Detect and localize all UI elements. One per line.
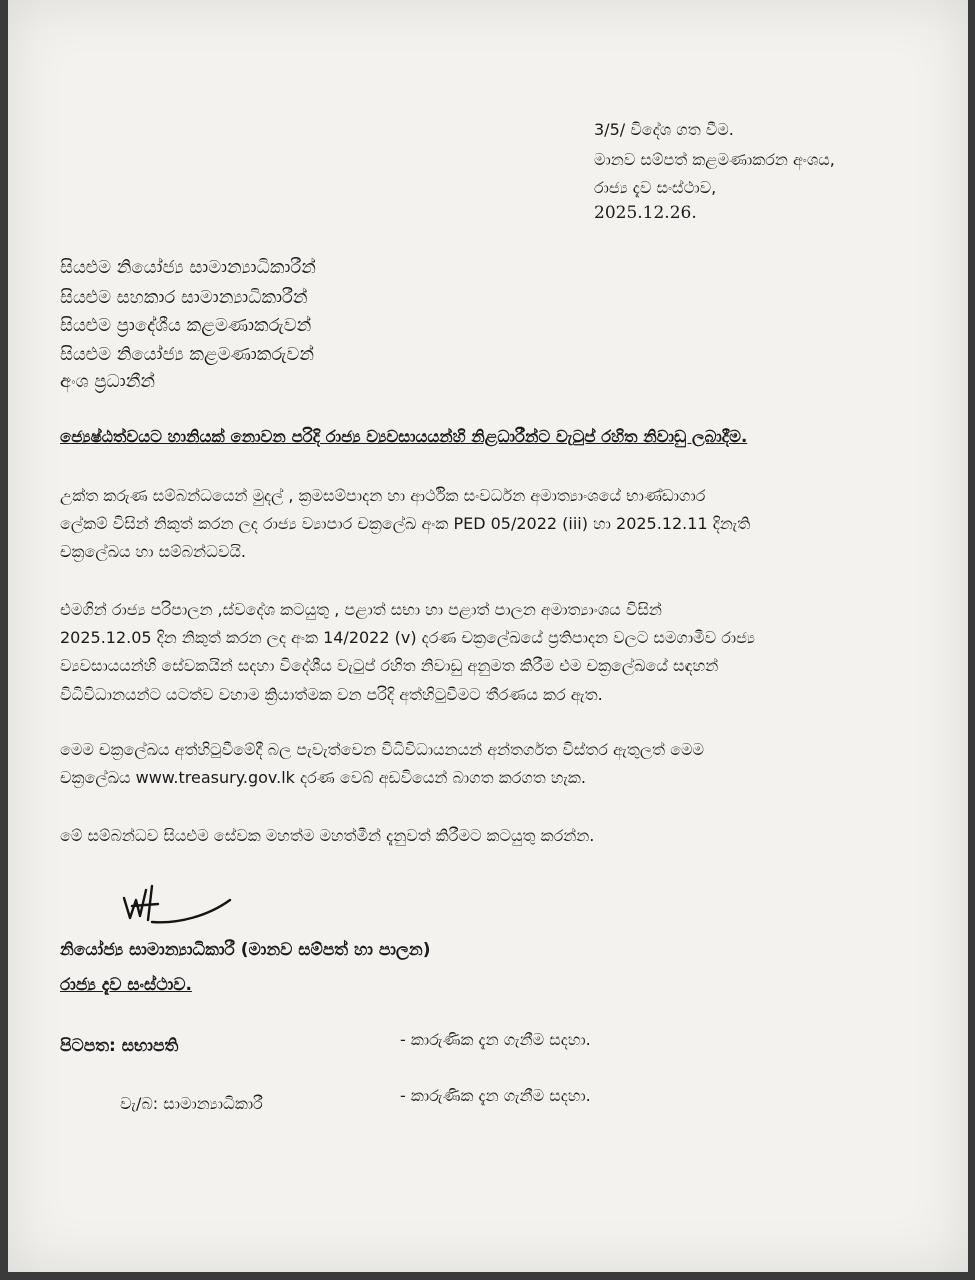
copy-recipient: පිටපත: සභාපති <box>60 1036 179 1056</box>
paragraph-2-line: විධිවිධානයන්ට යටත්ව වහාම ක්‍රියාත්මක වන පරිදි අත්හිටුවීමට තීරණය කර ඇත. <box>60 685 603 704</box>
reference-number: 3/5/ විදේශ ගත වීම. <box>594 120 734 139</box>
department-name: රාජ්‍ය දැව සංස්ථාව, <box>594 178 717 197</box>
paragraph-3-line: චක්‍රලේඛය www.treasury.gov.lk දරණ වෙබ් අඩවියෙන් බාගත කරගත හැක. <box>60 768 587 787</box>
copy-note: - කාරුණික දැන ගැනීම සදහා. <box>400 1086 591 1105</box>
signatory-title: නියෝජ්‍ය සාමාන්‍යාධිකාරී (මානව සම්පත් හා පාලන) <box>60 940 431 960</box>
letter-page <box>8 0 968 1272</box>
recipient-item: සියළුම නියෝජ්‍ය සාමාන්‍යාධිකාරීන් <box>60 257 316 278</box>
division-name: මානව සම්පත් කළමණාකරන අංශය, <box>594 150 835 169</box>
paragraph-1-line: ලේකම් විසින් නිකුත් කරන ලද රාජ්‍ය ව්‍යාපාර චක්‍රලේඛ අංක PED 05/2022 (iii) හා 2025.12.11 දිනැති <box>60 514 751 533</box>
paragraph-2-line: එමගින් රාජ්‍ය පරිපාලන ,ස්වදේශ කටයුතු , පළාත් සභා හා පළාත් පාලන අමාත්‍යාංශය විසින් <box>60 600 662 619</box>
letter-subject: ජ්‍යෙෂ්ඨත්වයට හානියක් නොවන පරිදි රාජ්‍ය ව්‍යවසායයන්හි නිළධාරීන්ට වැටුප් රහිත නිවාඩු ලබාදීම. <box>60 427 748 446</box>
copy-recipient: වැ/බ: සාමාන්‍යාධිකාරී <box>120 1094 263 1113</box>
recipient-item: සියළුම නියෝජ්‍ය කළමණාකරුවන් <box>60 344 314 365</box>
paragraph-1-line: චක්‍රලේඛය හා සම්බන්ධවයි. <box>60 542 246 561</box>
recipient-item: සියළුම සහකාර සාමාන්‍යාධිකාරීන් <box>60 287 308 308</box>
paragraph-2-line: ව්‍යවසායයන්හි සේවකයින් සදහා විදේශීය වැටුප් රහිත නිවාඩු අනුමත කිරීම එම චක්‍රලේඛයේ සඳහන් <box>60 656 719 675</box>
paragraph-1-line: උක්ත කරුණ සම්බන්ධයෙන් මුදල් , ක්‍රමසම්පාදන හා ආර්ථික සංවර්ධන අමාත්‍යාංශයේ භාණ්ඩාගාර <box>60 486 706 505</box>
handwritten-signature <box>118 878 238 938</box>
paragraph-2-line: 2025.12.05 දින නිකුත් කරන ලද අංක 14/2022 (v) දරණ චක්‍රලේඛයේ ප්‍රතිපාදන වලට සමගාමීව රාජ්‍ය <box>60 628 755 647</box>
copy-note: - කාරුණික දැන ගැනීම සදහා. <box>400 1030 591 1049</box>
recipient-item: අංශ ප්‍රධානීන් <box>60 371 155 392</box>
paragraph-3-line: මෙම චක්‍රලේඛය අත්හිටුවීමේදී බල පැවැත්වෙන විධිවිධායනයන් අන්තර්ගත විස්තර ඇතුලත් මෙම <box>60 740 705 759</box>
paragraph-4-line: මේ සම්බන්ධව සියළුම සේවක මහත්ම මහත්මීන් දැනුවත් කිරීමට කටයුතු කරන්න. <box>60 826 595 845</box>
recipient-item: සියළුම ප්‍රාදේශීය කළමණාකරුවන් <box>60 315 312 336</box>
letter-date: 2025.12.26. <box>594 203 697 223</box>
signatory-organization: රාජ්‍ය දැව සංස්ථාව. <box>60 975 192 995</box>
